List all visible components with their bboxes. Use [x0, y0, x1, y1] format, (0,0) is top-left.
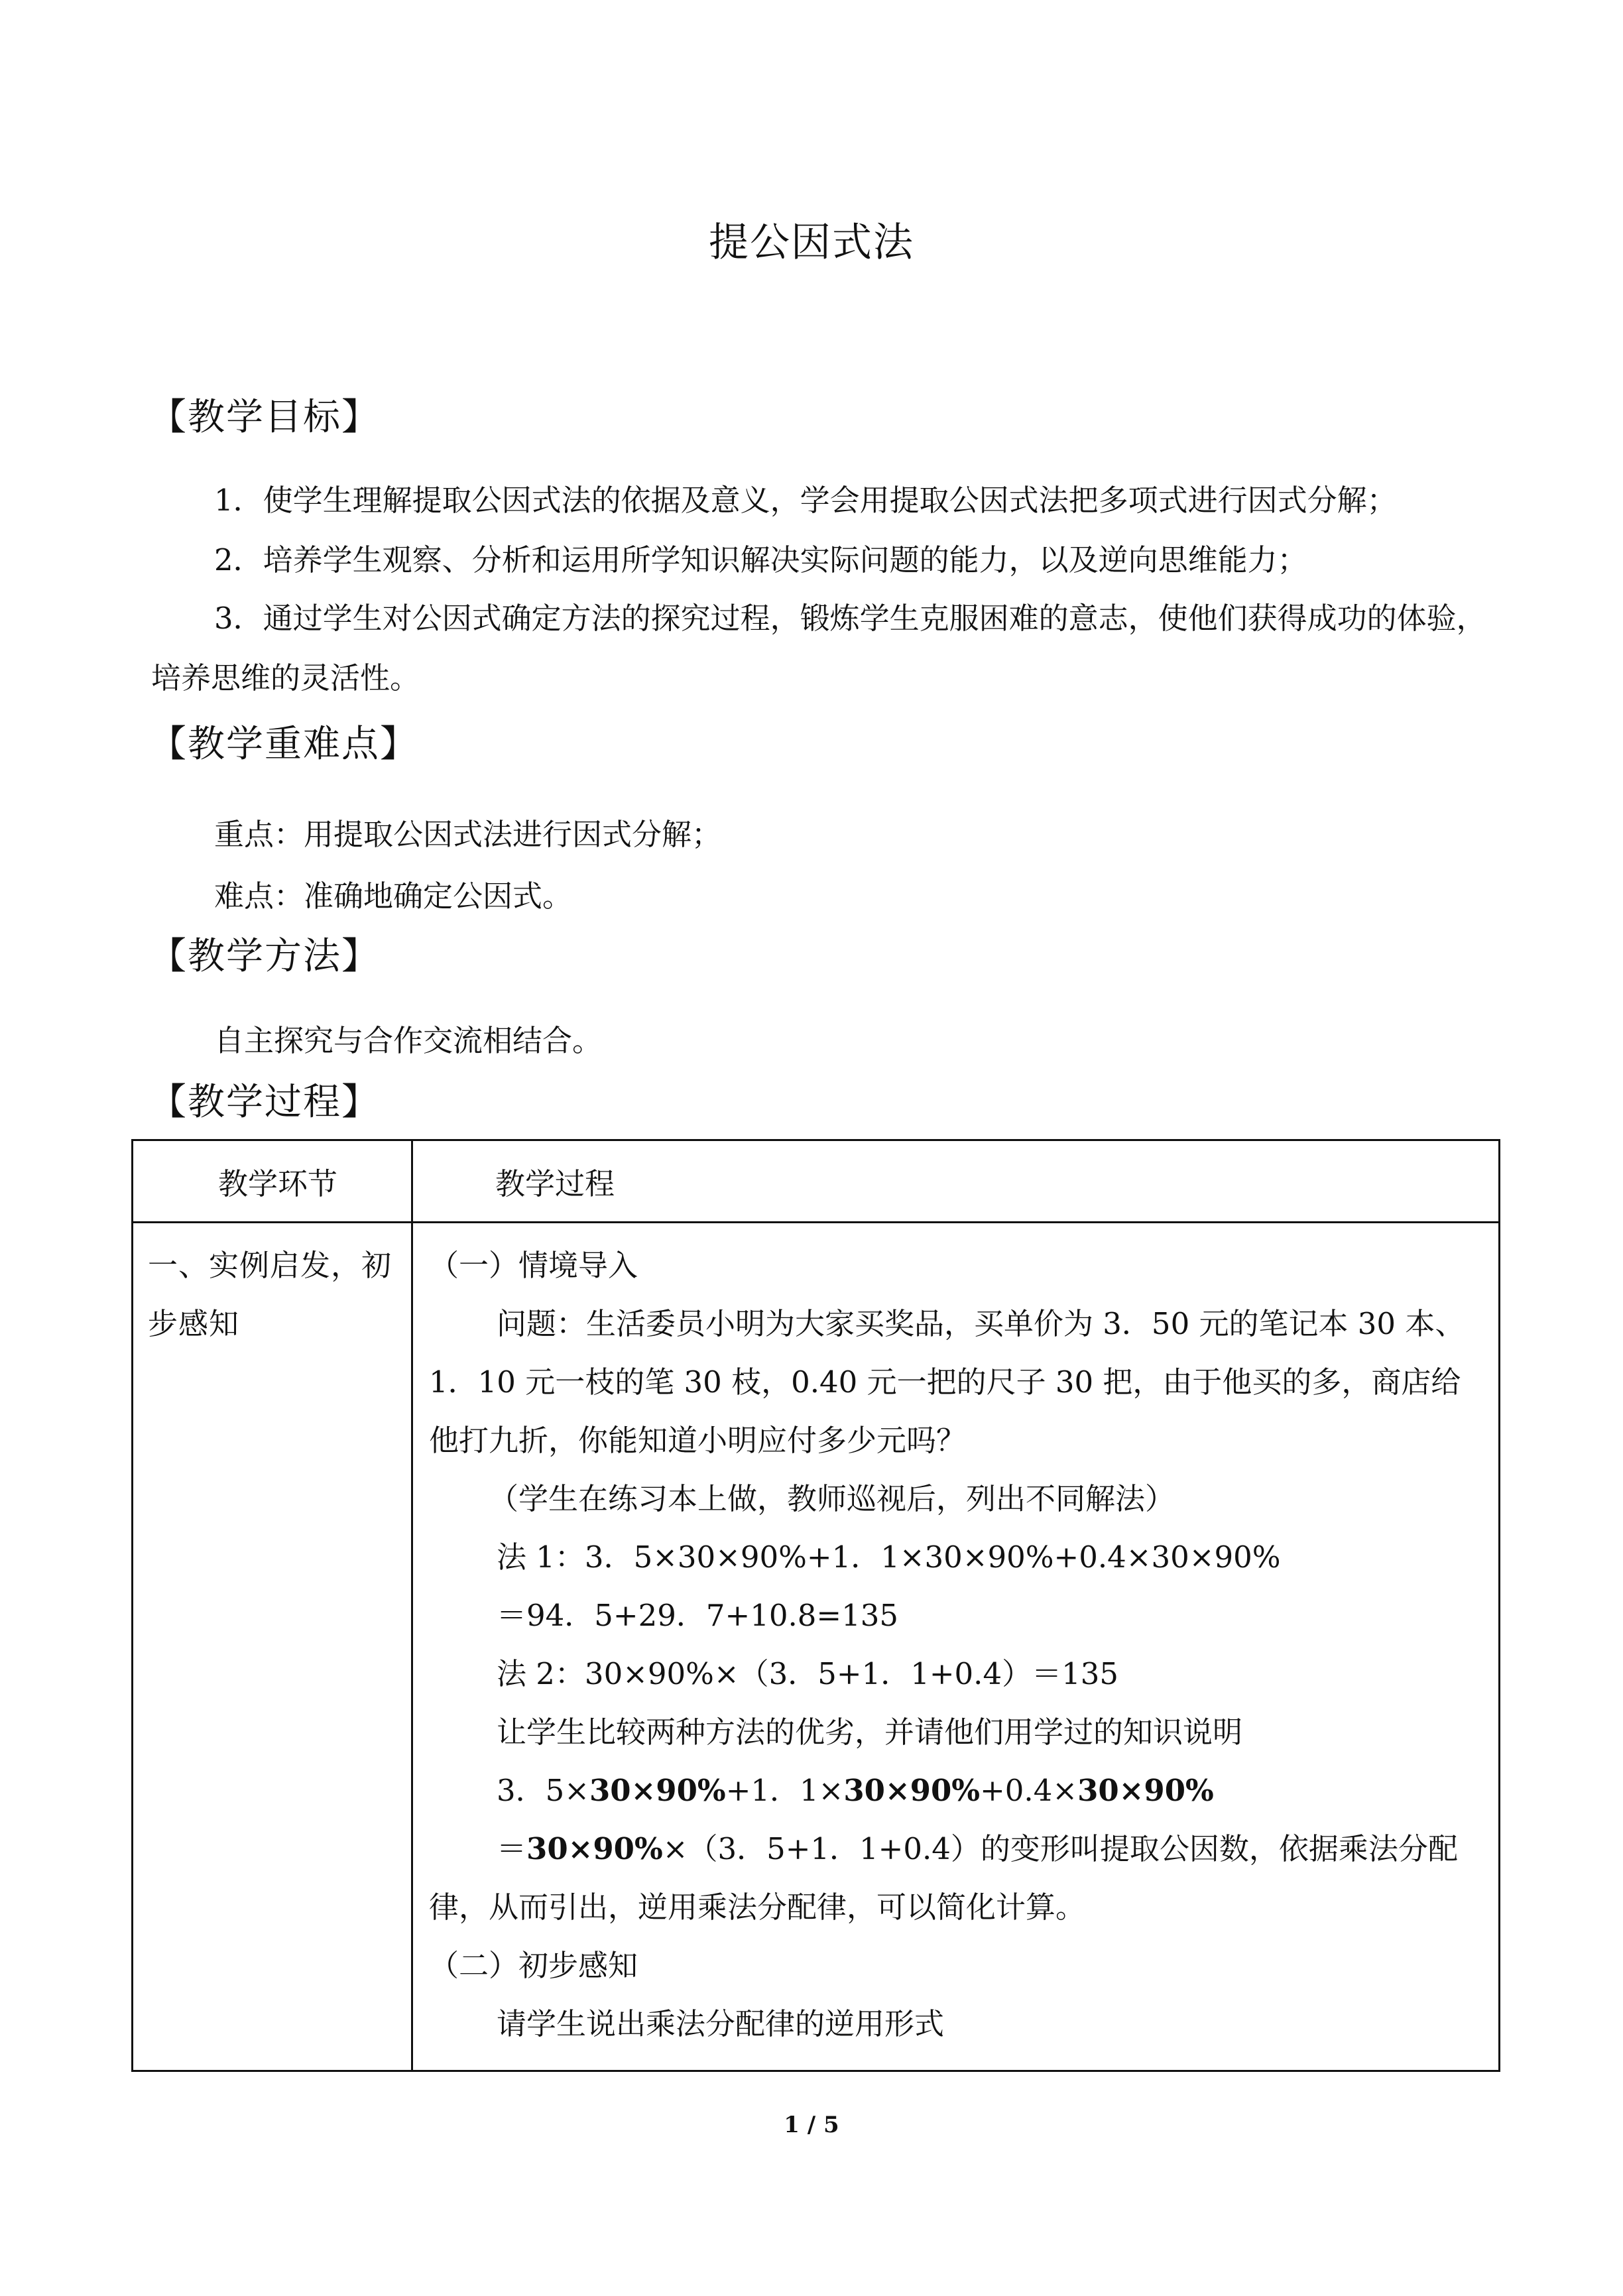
stage-cell: 一、实例启发，初步感知 — [133, 1223, 412, 2071]
method-2: 法 2：30×90%×（3．5+1．1+0.4）＝135 — [497, 1656, 1119, 1691]
expr-common-factor: 30×90% — [843, 1773, 981, 1808]
expr-common-factor: 30×90% — [589, 1773, 726, 1808]
process-cell — [412, 1223, 1500, 2071]
conclusion-common-factor: 30×90% — [526, 1831, 663, 1866]
method-heading: 【教学方法】 — [149, 935, 380, 978]
page-number: 1 / 5 — [784, 2112, 839, 2138]
table-header-row — [133, 1140, 1500, 1223]
document-title: 提公因式法 — [709, 219, 914, 266]
process-heading: 【教学过程】 — [149, 1081, 380, 1124]
key-points-heading: 【教学重难点】 — [149, 723, 418, 766]
conclusion-text — [429, 1820, 1481, 1937]
expr-common-factor: 30×90% — [1077, 1773, 1214, 1808]
method-1a: 法 1：3．5×30×90%+1．1×30×90%+0.4×30×90% — [497, 1540, 1281, 1575]
expr-part: 3．5× — [497, 1773, 589, 1808]
conclusion-rest: ×（3．5+1．1+0.4）的变形叫提取公因数，依据乘法分配律，从而引出，逆用乘法分配律，可以简化计算。 — [429, 1831, 1458, 1925]
teaching-process-table — [131, 1139, 1500, 2072]
header-stage: 教学环节 — [133, 1140, 412, 1223]
student-note: （学生在练习本上做，教师巡视后，列出不同解法） — [489, 1481, 1175, 1516]
expression-line — [429, 1762, 1481, 1820]
header-process: 教学过程 — [412, 1140, 1500, 1223]
expr-part: +1．1× — [725, 1773, 844, 1808]
method-text: 自主探究与合作交流相结合。 — [214, 1023, 603, 1058]
objective-1: 1．使学生理解提取公因式法的依据及意义，学会用提取公因式法把多项式进行因式分解； — [214, 483, 1397, 518]
objective-2: 2．培养学生观察、分析和运用所学知识解决实际问题的能力，以及逆向思维能力； — [214, 542, 1307, 577]
problem-text: 问题：生活委员小明为大家买奖品，买单价为 3．50 元的笔记本 30 本、1．10 元一枝的笔 30 枝，0.40 元一把的尺子 30 把，由于他买的多，商店给他打九折，你能知道小明应付多少元吗？ — [429, 1306, 1465, 1458]
conclusion-prefix: ＝ — [497, 1831, 527, 1866]
compare-text: 让学生比较两种方法的优劣，并请他们用学过的知识说明 — [497, 1715, 1243, 1750]
objectives-heading: 【教学目标】 — [149, 396, 380, 439]
part-1-title: （一）情境导入 — [429, 1248, 638, 1283]
expr-part: +0.4× — [980, 1773, 1078, 1808]
difficult-point: 难点：准确地确定公因式。 — [214, 878, 573, 914]
objective-3: 3．通过学生对公因式确定方法的探究过程，锻炼学生克服困难的意志，使他们获得成功的体验，培养思维的灵活性。 — [151, 601, 1486, 695]
method-1b: ＝94．5+29．7+10.8=135 — [497, 1598, 898, 1633]
ask-text: 请学生说出乘法分配律的逆用形式 — [497, 2006, 945, 2041]
part-2-title: （二）初步感知 — [429, 1948, 638, 1983]
table-row — [133, 1223, 1500, 2071]
key-point: 重点：用提取公因式法进行因式分解； — [214, 817, 722, 852]
